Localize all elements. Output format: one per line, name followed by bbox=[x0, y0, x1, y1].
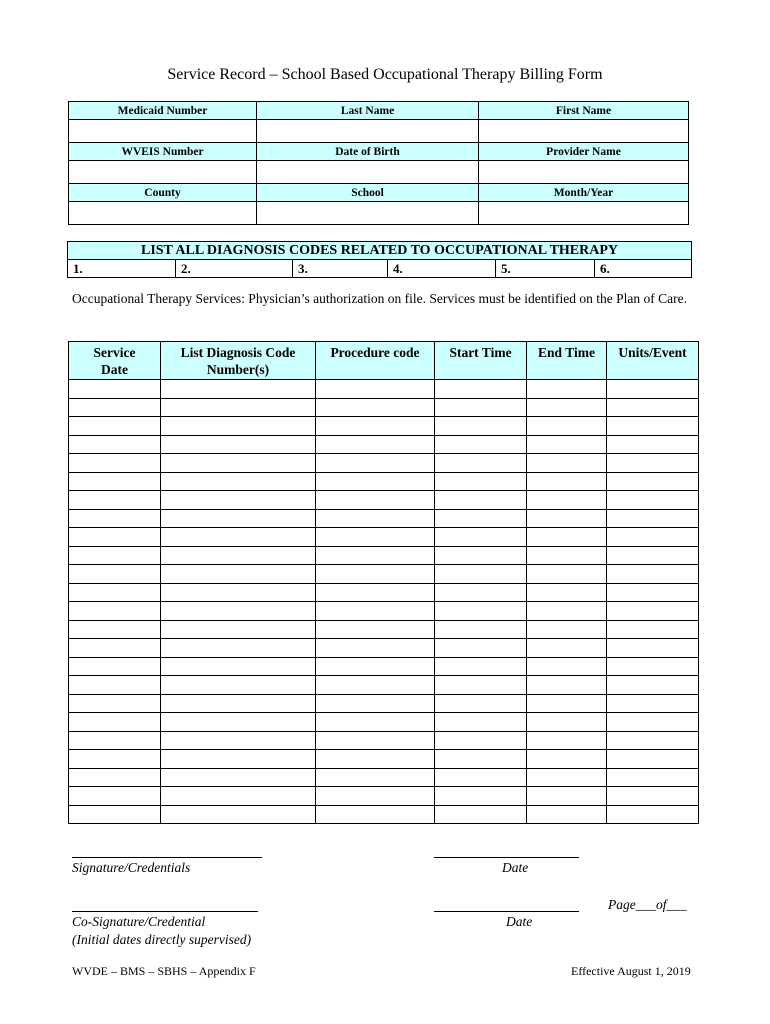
medicaid-number-label: Medicaid Number bbox=[69, 102, 257, 120]
diagnosis-codes-header: LIST ALL DIAGNOSIS CODES RELATED TO OCCUPATIONAL THERAPY bbox=[68, 242, 692, 260]
service-log-row bbox=[69, 676, 699, 695]
footer-appendix: WVDE – BMS – SBHS – Appendix F bbox=[72, 964, 256, 978]
units-event-cell[interactable] bbox=[607, 676, 699, 695]
units-event-cell[interactable] bbox=[607, 657, 699, 676]
procedure-code-cell[interactable] bbox=[316, 602, 435, 621]
start-time-cell[interactable] bbox=[435, 787, 527, 806]
signature-line[interactable] bbox=[72, 857, 262, 858]
service-log-table bbox=[68, 341, 699, 824]
start-time-cell[interactable] bbox=[435, 435, 527, 454]
start-time-cell[interactable] bbox=[435, 565, 527, 584]
service-log-row bbox=[69, 398, 699, 417]
end-time-cell[interactable] bbox=[527, 417, 607, 436]
units-event-cell[interactable] bbox=[607, 805, 699, 824]
first-name-label: First Name bbox=[479, 102, 689, 120]
service-log-row bbox=[69, 731, 699, 750]
service-log-row bbox=[69, 472, 699, 491]
start-time-cell[interactable] bbox=[435, 768, 527, 787]
start-time-cell[interactable] bbox=[435, 731, 527, 750]
service-log-row bbox=[69, 639, 699, 658]
diagnosis-code-cell[interactable] bbox=[161, 657, 316, 676]
service-log-row bbox=[69, 417, 699, 436]
service-date-cell[interactable] bbox=[69, 713, 161, 732]
procedure-code-cell[interactable] bbox=[316, 546, 435, 565]
start-time-cell[interactable] bbox=[435, 398, 527, 417]
units-event-cell[interactable] bbox=[607, 713, 699, 732]
month-year-label: Month/Year bbox=[479, 184, 689, 202]
procedure-code-cell[interactable] bbox=[316, 620, 435, 639]
units-event-cell[interactable] bbox=[607, 639, 699, 658]
service-log-row bbox=[69, 565, 699, 584]
units-event-cell[interactable] bbox=[607, 509, 699, 528]
medicaid-number-field[interactable] bbox=[69, 120, 257, 143]
wveis-number-label: WVEIS Number bbox=[69, 143, 257, 161]
start-time-cell[interactable] bbox=[435, 509, 527, 528]
service-date-cell[interactable] bbox=[69, 731, 161, 750]
procedure-code-cell[interactable] bbox=[316, 750, 435, 769]
units-event-cell[interactable] bbox=[607, 750, 699, 769]
service-log-row bbox=[69, 491, 699, 510]
service-log-row bbox=[69, 750, 699, 769]
diagnosis-code-field-4[interactable]: 4. bbox=[388, 260, 496, 278]
end-time-cell[interactable] bbox=[527, 750, 607, 769]
units-event-cell[interactable] bbox=[607, 620, 699, 639]
start-time-cell[interactable] bbox=[435, 491, 527, 510]
end-time-cell[interactable] bbox=[527, 657, 607, 676]
end-time-cell[interactable] bbox=[527, 787, 607, 806]
instructions-text: Occupational Therapy Services: Physician’s authorization on file. Services must be identified on the Plan of Care. bbox=[72, 291, 687, 306]
units-event-cell[interactable] bbox=[607, 398, 699, 417]
service-date-header: Service Date bbox=[69, 342, 161, 380]
county-label: County bbox=[69, 184, 257, 202]
procedure-code-cell[interactable] bbox=[316, 509, 435, 528]
provider-name-field[interactable] bbox=[479, 161, 689, 184]
diagnosis-code-cell[interactable] bbox=[161, 398, 316, 417]
first-name-field[interactable] bbox=[479, 120, 689, 143]
start-time-cell[interactable] bbox=[435, 454, 527, 473]
service-date-cell[interactable] bbox=[69, 528, 161, 547]
start-time-cell[interactable] bbox=[435, 694, 527, 713]
end-time-cell[interactable] bbox=[527, 602, 607, 621]
start-time-cell[interactable] bbox=[435, 546, 527, 565]
procedure-code-cell[interactable] bbox=[316, 435, 435, 454]
service-date-cell[interactable] bbox=[69, 380, 161, 399]
month-year-field[interactable] bbox=[479, 202, 689, 225]
procedure-code-cell[interactable] bbox=[316, 454, 435, 473]
service-date-cell[interactable] bbox=[69, 750, 161, 769]
procedure-code-cell[interactable] bbox=[316, 657, 435, 676]
county-field[interactable] bbox=[69, 202, 257, 225]
diagnosis-code-field-1[interactable]: 1. bbox=[68, 260, 176, 278]
diagnosis-code-cell[interactable] bbox=[161, 565, 316, 584]
diagnosis-code-cell[interactable] bbox=[161, 750, 316, 769]
units-event-cell[interactable] bbox=[607, 583, 699, 602]
footer-effective-date: Effective August 1, 2019 bbox=[571, 964, 691, 978]
procedure-code-cell[interactable] bbox=[316, 528, 435, 547]
diagnosis-code-cell[interactable] bbox=[161, 435, 316, 454]
start-time-cell[interactable] bbox=[435, 472, 527, 491]
units-event-cell[interactable] bbox=[607, 454, 699, 473]
date-of-birth-field[interactable] bbox=[257, 161, 479, 184]
service-date-cell[interactable] bbox=[69, 602, 161, 621]
service-date-cell[interactable] bbox=[69, 657, 161, 676]
diagnosis-code-cell[interactable] bbox=[161, 491, 316, 510]
end-time-cell[interactable] bbox=[527, 435, 607, 454]
last-name-field[interactable] bbox=[257, 120, 479, 143]
end-time-cell[interactable] bbox=[527, 398, 607, 417]
start-time-cell[interactable] bbox=[435, 657, 527, 676]
service-date-cell[interactable] bbox=[69, 583, 161, 602]
signature-date-label: Date bbox=[502, 860, 529, 875]
start-time-cell[interactable] bbox=[435, 602, 527, 621]
procedure-code-cell[interactable] bbox=[316, 805, 435, 824]
diagnosis-code-cell[interactable] bbox=[161, 417, 316, 436]
start-time-cell[interactable] bbox=[435, 417, 527, 436]
co-signature-note: (Initial dates directly supervised) bbox=[72, 932, 252, 947]
start-time-cell[interactable] bbox=[435, 805, 527, 824]
diagnosis-code-cell[interactable] bbox=[161, 602, 316, 621]
co-signature-line[interactable] bbox=[72, 911, 258, 912]
end-time-cell[interactable] bbox=[527, 620, 607, 639]
diagnosis-codes-table bbox=[67, 241, 692, 278]
service-log-row bbox=[69, 713, 699, 732]
diagnosis-code-field-5[interactable]: 5. bbox=[496, 260, 595, 278]
service-log-row bbox=[69, 657, 699, 676]
service-log-row bbox=[69, 528, 699, 547]
end-time-cell[interactable] bbox=[527, 583, 607, 602]
start-time-cell[interactable] bbox=[435, 639, 527, 658]
co-signature-label: Co-Signature/Credential bbox=[72, 914, 206, 929]
procedure-code-cell[interactable] bbox=[316, 472, 435, 491]
co-signature-date-line[interactable] bbox=[434, 911, 579, 912]
start-time-cell[interactable] bbox=[435, 528, 527, 547]
diagnosis-code-field-2[interactable]: 2. bbox=[176, 260, 293, 278]
service-date-cell[interactable] bbox=[69, 768, 161, 787]
diagnosis-code-cell[interactable] bbox=[161, 694, 316, 713]
service-date-cell[interactable] bbox=[69, 417, 161, 436]
service-date-cell[interactable] bbox=[69, 639, 161, 658]
service-date-cell[interactable] bbox=[69, 620, 161, 639]
last-name-label: Last Name bbox=[257, 102, 479, 120]
page-of-field[interactable]: Page___of___ bbox=[608, 897, 687, 912]
service-log-row bbox=[69, 602, 699, 621]
end-time-cell[interactable] bbox=[527, 565, 607, 584]
start-time-cell[interactable] bbox=[435, 620, 527, 639]
signature-date-line[interactable] bbox=[434, 857, 579, 858]
service-log-row bbox=[69, 620, 699, 639]
signature-label: Signature/Credentials bbox=[72, 860, 191, 875]
date-of-birth-label: Date of Birth bbox=[257, 143, 479, 161]
service-log-row bbox=[69, 546, 699, 565]
diagnosis-code-cell[interactable] bbox=[161, 380, 316, 399]
units-event-cell[interactable] bbox=[607, 694, 699, 713]
procedure-code-cell[interactable] bbox=[316, 380, 435, 399]
service-log-row bbox=[69, 694, 699, 713]
diagnosis-code-cell[interactable] bbox=[161, 454, 316, 473]
procedure-code-cell[interactable] bbox=[316, 676, 435, 695]
units-event-cell[interactable] bbox=[607, 546, 699, 565]
diagnosis-code-cell[interactable] bbox=[161, 787, 316, 806]
service-date-cell[interactable] bbox=[69, 694, 161, 713]
service-date-cell[interactable] bbox=[69, 435, 161, 454]
units-event-cell[interactable] bbox=[607, 787, 699, 806]
service-date-cell[interactable] bbox=[69, 676, 161, 695]
end-time-cell[interactable] bbox=[527, 676, 607, 695]
units-event-cell[interactable] bbox=[607, 528, 699, 547]
end-time-cell[interactable] bbox=[527, 491, 607, 510]
procedure-code-cell[interactable] bbox=[316, 583, 435, 602]
service-log-row bbox=[69, 435, 699, 454]
diagnosis-code-cell[interactable] bbox=[161, 509, 316, 528]
service-date-cell[interactable] bbox=[69, 787, 161, 806]
diagnosis-code-cell[interactable] bbox=[161, 546, 316, 565]
units-event-cell[interactable] bbox=[607, 472, 699, 491]
procedure-code-cell[interactable] bbox=[316, 768, 435, 787]
diagnosis-code-cell[interactable] bbox=[161, 620, 316, 639]
start-time-cell[interactable] bbox=[435, 713, 527, 732]
units-event-cell[interactable] bbox=[607, 491, 699, 510]
diagnosis-code-cell[interactable] bbox=[161, 472, 316, 491]
end-time-header: End Time bbox=[527, 342, 607, 380]
service-date-cell[interactable] bbox=[69, 454, 161, 473]
service-date-cell[interactable] bbox=[69, 509, 161, 528]
service-log-row bbox=[69, 583, 699, 602]
service-date-cell[interactable] bbox=[69, 398, 161, 417]
service-log-row bbox=[69, 454, 699, 473]
units-event-cell[interactable] bbox=[607, 435, 699, 454]
procedure-code-cell[interactable] bbox=[316, 787, 435, 806]
co-signature-date-label: Date bbox=[506, 914, 533, 929]
start-time-header: Start Time bbox=[435, 342, 527, 380]
diagnosis-code-cell[interactable] bbox=[161, 713, 316, 732]
start-time-cell[interactable] bbox=[435, 676, 527, 695]
form-title: Service Record – School Based Occupational Therapy Billing Form bbox=[167, 66, 603, 83]
diagnosis-code-cell[interactable] bbox=[161, 768, 316, 787]
service-log-row bbox=[69, 787, 699, 806]
diagnosis-code-header: List Diagnosis Code Number(s) bbox=[161, 342, 316, 380]
end-time-cell[interactable] bbox=[527, 694, 607, 713]
units-event-cell[interactable] bbox=[607, 417, 699, 436]
units-event-cell[interactable] bbox=[607, 768, 699, 787]
provider-name-label: Provider Name bbox=[479, 143, 689, 161]
end-time-cell[interactable] bbox=[527, 454, 607, 473]
diagnosis-code-field-6[interactable]: 6. bbox=[595, 260, 692, 278]
end-time-cell[interactable] bbox=[527, 546, 607, 565]
end-time-cell[interactable] bbox=[527, 528, 607, 547]
diagnosis-code-cell[interactable] bbox=[161, 528, 316, 547]
patient-info-table bbox=[68, 101, 689, 225]
units-event-header: Units/Event bbox=[607, 342, 699, 380]
diagnosis-code-cell[interactable] bbox=[161, 583, 316, 602]
service-log-row bbox=[69, 380, 699, 399]
school-label: School bbox=[257, 184, 479, 202]
service-date-cell[interactable] bbox=[69, 565, 161, 584]
service-date-cell[interactable] bbox=[69, 472, 161, 491]
end-time-cell[interactable] bbox=[527, 805, 607, 824]
service-date-cell[interactable] bbox=[69, 491, 161, 510]
start-time-cell[interactable] bbox=[435, 380, 527, 399]
procedure-code-cell[interactable] bbox=[316, 565, 435, 584]
units-event-cell[interactable] bbox=[607, 565, 699, 584]
service-date-cell[interactable] bbox=[69, 805, 161, 824]
diagnosis-code-cell[interactable] bbox=[161, 676, 316, 695]
end-time-cell[interactable] bbox=[527, 509, 607, 528]
procedure-code-header: Procedure code bbox=[316, 342, 435, 380]
end-time-cell[interactable] bbox=[527, 380, 607, 399]
diagnosis-code-cell[interactable] bbox=[161, 639, 316, 658]
service-log-row bbox=[69, 768, 699, 787]
diagnosis-code-field-3[interactable]: 3. bbox=[293, 260, 388, 278]
units-event-cell[interactable] bbox=[607, 731, 699, 750]
procedure-code-cell[interactable] bbox=[316, 639, 435, 658]
start-time-cell[interactable] bbox=[435, 750, 527, 769]
school-field[interactable] bbox=[257, 202, 479, 225]
start-time-cell[interactable] bbox=[435, 583, 527, 602]
procedure-code-cell[interactable] bbox=[316, 491, 435, 510]
units-event-cell[interactable] bbox=[607, 380, 699, 399]
service-log-row bbox=[69, 509, 699, 528]
service-log-row bbox=[69, 805, 699, 824]
service-date-cell[interactable] bbox=[69, 546, 161, 565]
end-time-cell[interactable] bbox=[527, 472, 607, 491]
diagnosis-code-cell[interactable] bbox=[161, 805, 316, 824]
end-time-cell[interactable] bbox=[527, 731, 607, 750]
end-time-cell[interactable] bbox=[527, 639, 607, 658]
service-log-rows bbox=[69, 380, 699, 824]
procedure-code-cell[interactable] bbox=[316, 417, 435, 436]
diagnosis-code-cell[interactable] bbox=[161, 731, 316, 750]
procedure-code-cell[interactable] bbox=[316, 694, 435, 713]
procedure-code-cell[interactable] bbox=[316, 398, 435, 417]
procedure-code-cell[interactable] bbox=[316, 731, 435, 750]
units-event-cell[interactable] bbox=[607, 602, 699, 621]
procedure-code-cell[interactable] bbox=[316, 713, 435, 732]
wveis-number-field[interactable] bbox=[69, 161, 257, 184]
end-time-cell[interactable] bbox=[527, 768, 607, 787]
end-time-cell[interactable] bbox=[527, 713, 607, 732]
